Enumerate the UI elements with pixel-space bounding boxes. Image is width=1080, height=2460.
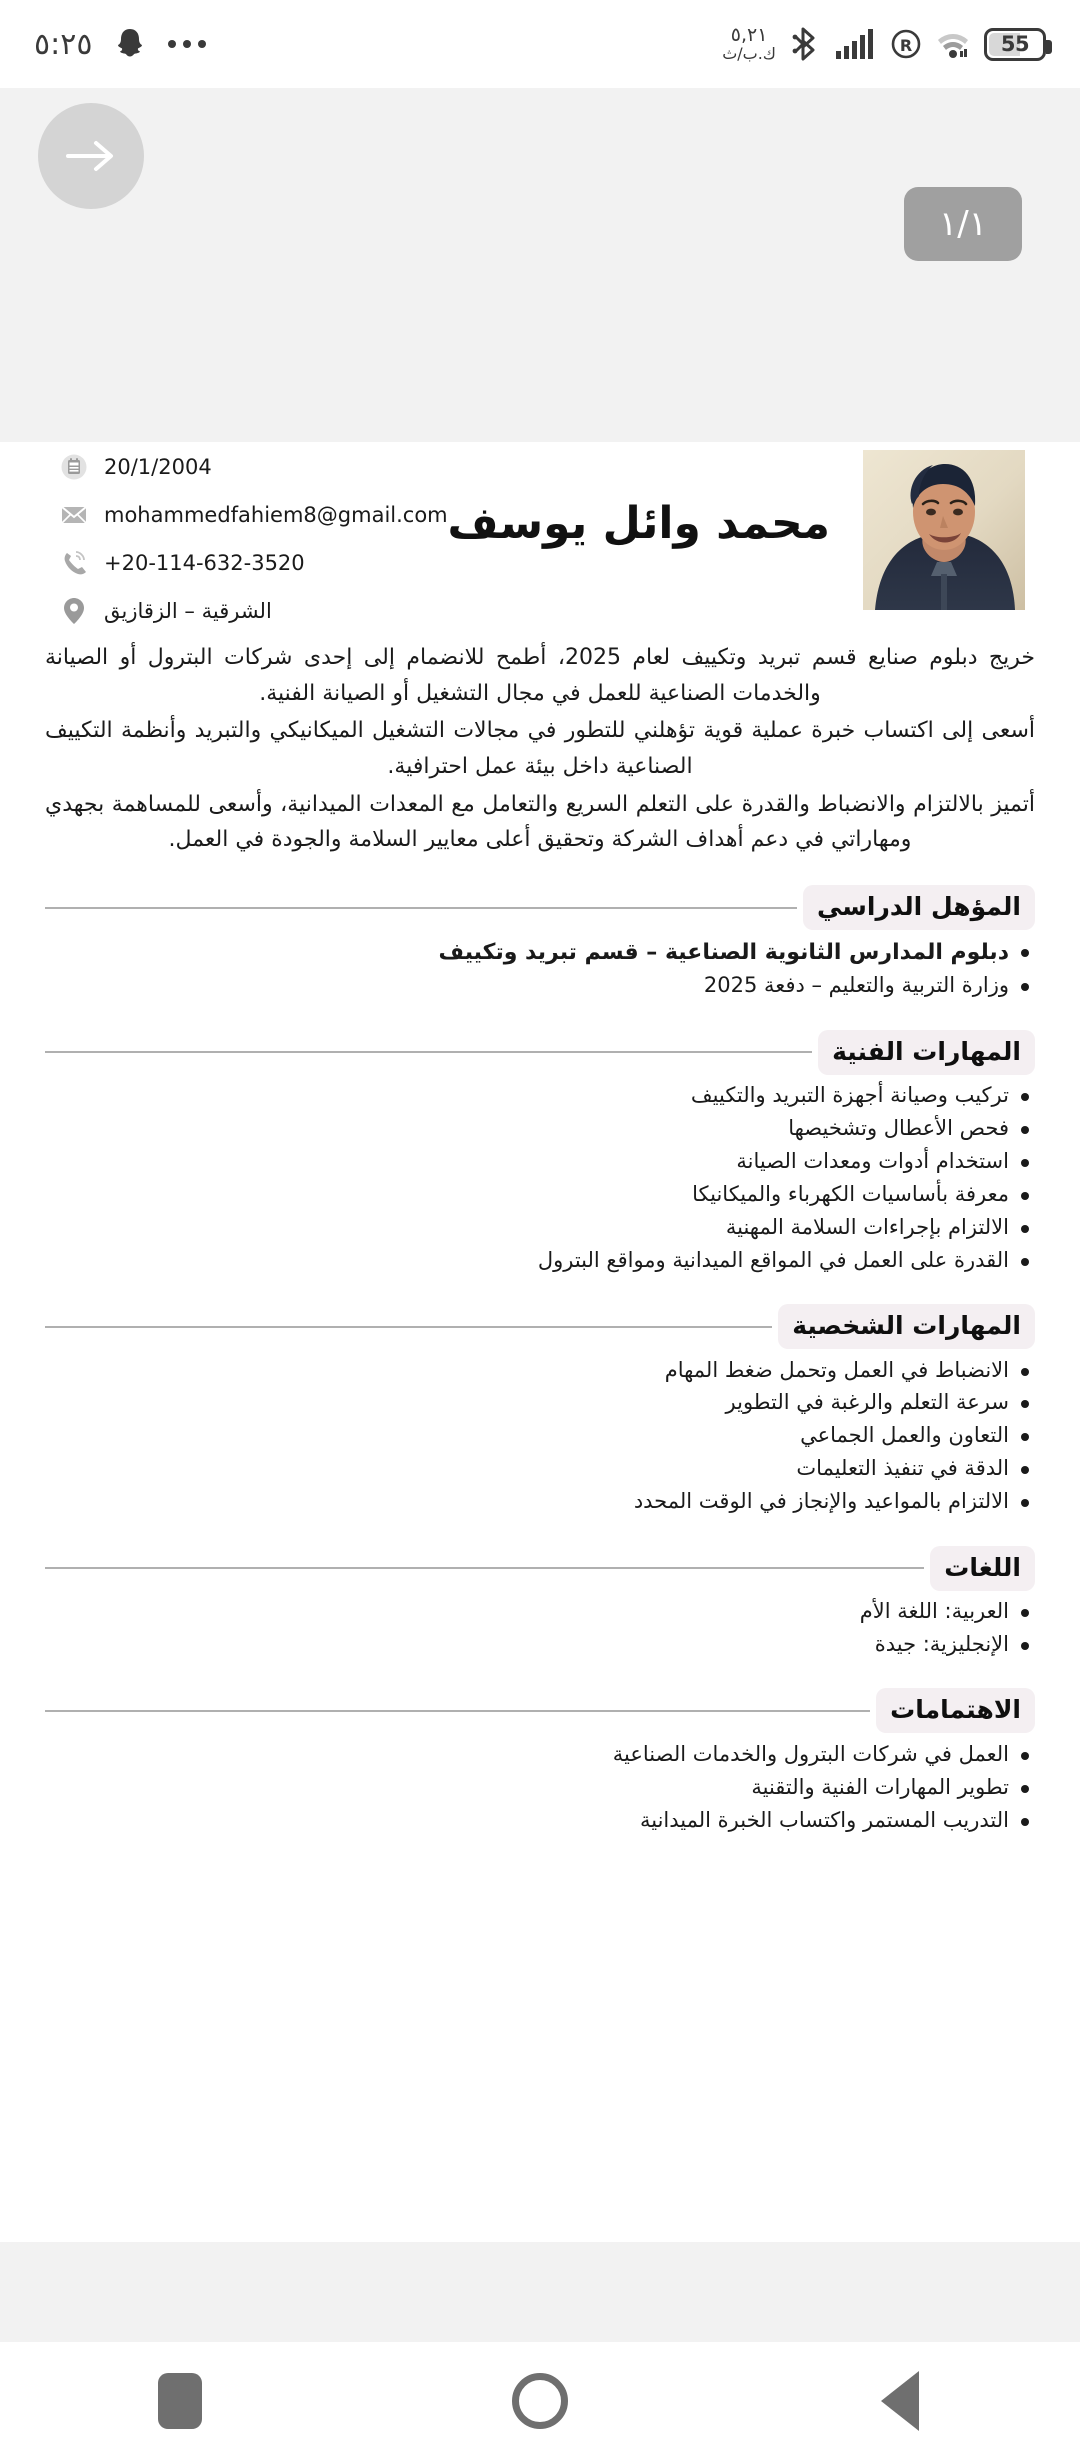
avatar (863, 450, 1025, 610)
status-bar (0, 0, 1080, 88)
android-navigation-bar (0, 2342, 1080, 2460)
contact-email[interactable] (60, 498, 448, 532)
summary-paragraph: خريج دبلوم صنايع قسم تبريد وتكييف لعام 2025، أطمح للانضمام إلى إحدى شركات البترول أو الصيانة والخدمات الصناعية للعمل في مجال التشغيل أو الصيانة الفنية. (45, 645, 1035, 706)
snapchat-ghost-icon (114, 27, 146, 61)
contact-list (60, 450, 448, 628)
phone-value: +20-114-632-3520 (104, 551, 305, 575)
svg-text:R: R (899, 36, 913, 55)
list-item: التعاون والعمل الجماعي (45, 1420, 1035, 1452)
data-speed-value: ٥,٢١ (730, 24, 768, 47)
section-title: المؤهل الدراسي (803, 885, 1035, 930)
phone-icon (60, 549, 88, 577)
nav-recents-square-icon (158, 2373, 202, 2429)
cv-document-page (0, 442, 1080, 2242)
nav-back-triangle-icon (881, 2371, 919, 2431)
list-item: فحص الأعطال وتشخيصها (45, 1113, 1035, 1145)
section-divider (45, 1051, 812, 1053)
list-item: معرفة بأساسيات الكهرباء والميكانيكا (45, 1179, 1035, 1211)
section-divider (45, 907, 797, 909)
email-value: mohammedfahiem8@gmail.com (104, 503, 448, 527)
list-item: الالتزام بإجراءات السلامة المهنية (45, 1212, 1035, 1244)
battery-percent-label: 55 (1000, 32, 1030, 56)
list-item: العمل في شركات البترول والخدمات الصناعية (45, 1739, 1035, 1771)
contact-location (60, 594, 448, 628)
list-item: الدقة في تنفيذ التعليمات (45, 1453, 1035, 1485)
envelope-icon (60, 501, 88, 529)
languages-list (45, 1596, 1035, 1661)
summary-paragraph: أتميز بالالتزام والانضباط والقدرة على التعلم السريع والتعامل مع المعدات الميدانية، وأسعى للمساهمة بجهدي ومهاراتي في دعم أهداف الشركة وتحقيق أعلى معايير السلامة والجودة في العمل. (45, 791, 1035, 853)
viewer-top-chrome (0, 88, 1080, 460)
list-item: تركيب وصيانة أجهزة التبريد والتكييف (45, 1080, 1035, 1112)
clock-label: ٥:٢٥ (34, 26, 93, 62)
list-item: الإنجليزية: جيدة (45, 1629, 1035, 1661)
contact-phone[interactable] (60, 546, 448, 580)
roaming-r-icon (890, 28, 922, 60)
interests-list (45, 1739, 1035, 1837)
section-divider (45, 1567, 924, 1569)
data-speed-indicator (722, 26, 776, 62)
section-divider (45, 1710, 870, 1712)
portrait-photo-icon (863, 450, 1025, 610)
list-item: تطوير المهارات الفنية والتقنية (45, 1772, 1035, 1804)
battery-icon (984, 28, 1046, 61)
data-speed-unit: ك.ب/ث (722, 43, 776, 63)
section-header (45, 1546, 1035, 1590)
back-button[interactable] (38, 103, 144, 209)
nav-home-button[interactable] (440, 2342, 640, 2460)
cv-header (0, 442, 1080, 632)
page-indicator: ١/١ (904, 187, 1022, 261)
birthdate-value: 20/1/2004 (104, 455, 212, 479)
location-value: الشرقية – الزقازيق (104, 599, 272, 623)
bluetooth-icon (792, 27, 822, 61)
list-item: العربية: اللغة الأم (45, 1596, 1035, 1628)
education-list (45, 936, 1035, 1002)
technical-skills-list (45, 1080, 1035, 1276)
list-item: استخدام أدوات ومعدات الصيانة (45, 1146, 1035, 1178)
section-education (0, 886, 1080, 1002)
list-item: الانضباط في العمل وتحمل ضغط المهام (45, 1355, 1035, 1387)
cellular-signal-icon (836, 29, 876, 59)
status-bar-right (34, 27, 206, 62)
list-item: دبلوم المدارس الثانوية الصناعية – قسم تبريد وتكييف (45, 936, 1035, 969)
page-title: محمد وائل يوسف (447, 498, 830, 549)
section-header (45, 1689, 1035, 1733)
status-bar-left (722, 26, 1046, 62)
cv-summary (0, 632, 1080, 858)
more-dots-icon (168, 40, 206, 48)
section-interests (0, 1689, 1080, 1837)
section-personal-skills (0, 1305, 1080, 1519)
section-header (45, 1030, 1035, 1074)
section-title: المهارات الفنية (818, 1030, 1035, 1075)
arrow-right-icon (64, 136, 118, 176)
summary-paragraph: أسعى إلى اكتساب خبرة عملية قوية تؤهلني للتطور في مجالات التشغيل الميكانيكي والتبريد وأنظمة التكييف الصناعية داخل بيئة عمل احترافية. (45, 718, 1035, 779)
section-technical-skills (0, 1030, 1080, 1276)
list-item: سرعة التعلم والرغبة في التطوير (45, 1387, 1035, 1419)
wifi-icon (936, 29, 970, 59)
section-title: المهارات الشخصية (778, 1304, 1035, 1349)
list-item: الالتزام بالمواعيد والإنجاز في الوقت المحدد (45, 1486, 1035, 1518)
location-pin-icon (60, 597, 88, 625)
nav-home-circle-icon (512, 2373, 568, 2429)
list-item: وزارة التربية والتعليم – دفعة 2025 (45, 970, 1035, 1002)
section-title: اللغات (930, 1546, 1035, 1591)
nav-back-button[interactable] (800, 2342, 1000, 2460)
section-header (45, 886, 1035, 930)
section-title: الاهتمامات (876, 1688, 1035, 1733)
nav-recents-button[interactable] (80, 2342, 280, 2460)
contact-birthdate (60, 450, 448, 484)
section-divider (45, 1326, 772, 1328)
list-item: التدريب المستمر واكتساب الخبرة الميدانية (45, 1805, 1035, 1837)
list-item: القدرة على العمل في المواقع الميدانية ومواقع البترول (45, 1245, 1035, 1277)
personal-skills-list (45, 1355, 1035, 1519)
section-languages (0, 1546, 1080, 1661)
section-header (45, 1305, 1035, 1349)
calendar-icon (60, 453, 88, 481)
